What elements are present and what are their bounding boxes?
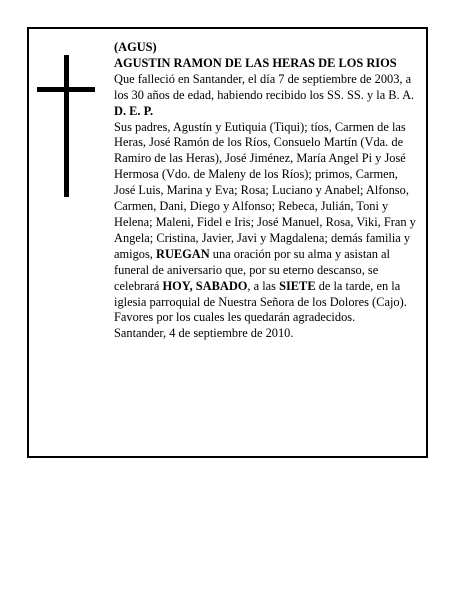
family-list: Sus padres, Agustín y Eutiquia (Tiqui); tíos, Carmen de las Heras, José Ramón de los Ríos, Consuelo Martín (Vda. de Ramiro de las Heras), José Jiménez, María Angel Pi y José Hermosa (Vdo. de Maleny de los Ríos); primos, Carmen, José Luis, Marina y Eva; Rosa; Luciano y Anabel; Alfonso, Carmen, Dani, Diego y Alfonso; Rebeca, Julián, Toni y Helena; Maleni, Fidel e Iris; José Manuel, Rosa, Viki, Fran y Angela; Cristina, Javier, Javi y Magdalena; demás familia y amigos, — [114, 119, 416, 261]
signoff: Santander, 4 de septiembre de 2010. — [114, 326, 294, 341]
funeral-paragraph — [114, 120, 419, 327]
deceased-name: AGUSTIN RAMON DE LAS HERAS DE LOS RIOS — [114, 55, 397, 70]
service-day: HOY, SABADO — [162, 278, 248, 293]
location-text: de la tarde, en la iglesia parroquial de Nuestra Señora de los Dolores (Cajo). Favores por los cuales les quedarán agradecidos. — [114, 278, 407, 325]
service-hour: SIETE — [279, 278, 316, 293]
notice-text — [114, 40, 419, 342]
death-statement: Que falleció en Santander, el día 7 de septiembre de 2003, a los 30 años de edad, habiendo recibido los SS. SS. y la B. A. — [114, 71, 415, 102]
cross-horizontal-bar — [37, 87, 95, 92]
request-word: RUEGAN — [156, 246, 210, 261]
cross-vertical-bar — [64, 55, 69, 197]
cross-icon — [37, 55, 95, 197]
request-text: una oración por su alma y asistan al funeral de aniversario que, por su eterno descanso, se celebrará — [114, 246, 391, 293]
rip-abbreviation: D. E. P. — [114, 103, 154, 118]
deceased-alias: (AGUS) — [114, 40, 157, 54]
time-prefix: , a las — [247, 278, 280, 293]
